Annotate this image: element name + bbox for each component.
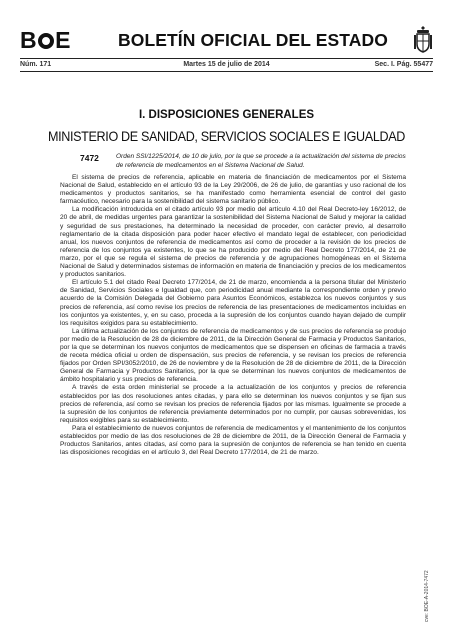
paragraph: A través de esta orden ministerial se procede a la actualización de los conjuntos y precios de referencia establecidos por las dos resoluciones antes citadas, y para ello se determinan los nuevos conjuntos y se fijan sus precios de referencia, así como se revisan los precios de referencia fijados por las mismas. Igualmente se procede a la supresión de los conjuntos de referencia previamente determinados por no cumplir, por causas sobrevenidas, los requisitos exigibles para su establecimiento. bbox=[60, 384, 406, 424]
spain-coat-of-arms-icon bbox=[413, 25, 433, 55]
paragraph: La modificación introducida en el citado artículo 93 por medio del artículo 4.10 del Real Decreto-ley 16/2012, de 20 de abril, de medidas urgentes para garantizar la sostenibilidad del Sistema Nacional de Salud y mejorar la calidad y seguridad de sus prestaciones, ha determinado la necesidad de proceder, con carácter previo, al desarrollo reglamentario de la citada disposición para poder hacer efectivo el mandato legal de establecer, con periodicidad anual, los nuevos conjuntos de referencia de medicamentos así como de proceder a la revisión de los precios de referencia de los conjuntos ya existentes, lo que se ha producido por medio del Real Decreto 177/2014, de 21 de marzo, por el que se regula el sistema de precios de referencia y de agrupaciones homogéneas en el Sistema Nacional de Salud y determinados sistemas de información en materia de financiación y precios de los medicamentos y productos sanitarios. bbox=[60, 206, 406, 279]
paragraph: Para el establecimiento de nuevos conjuntos de referencia de medicamentos y el mantenimiento de los conjuntos establecidos por medio de las dos resoluciones de 28 de diciembre de 2011, de la Dirección General de Farmacia y Productos Sanitarios, antes citadas, así como para la supresión de conjuntos de referencia se han tenido en cuenta las disposiciones recogidas en el artículo 3, del Real Decreto 177/2014, de 21 de marzo. bbox=[60, 424, 406, 457]
paragraph: El artículo 5.1 del citado Real Decreto 177/2014, de 21 de marzo, encomienda a la persona titular del Ministerio de Sanidad, Servicios Sociales e Igualdad que, con periodicidad anual mediante la correspondiente orden y previo acuerdo de la Comisión Delegada del Gobierno para Asuntos Económicos, establezca los nuevos conjuntos y sus precios de referencia, así como revise los precios de referencia de las presentaciones de medicamentos incluidas en los conjuntos ya existentes, y, en su caso, proceda a la supresión de los conjuntos cuando hayan dejado de cumplir los requisitos exigidos para su establecimiento. bbox=[60, 279, 406, 327]
issue-date: Martes 15 de julio de 2014 bbox=[183, 61, 270, 68]
header bbox=[20, 27, 433, 53]
document-body bbox=[60, 174, 406, 457]
issue-number: Núm. 171 bbox=[20, 61, 52, 68]
boe-logo: B E bbox=[20, 27, 71, 53]
issue-meta bbox=[20, 59, 433, 70]
order-number: 7472 bbox=[80, 153, 99, 163]
header-title: BOLETÍN OFICIAL DEL ESTADO bbox=[118, 30, 388, 50]
paragraph: La última actualización de los conjuntos de referencia de medicamentos y de sus precios de referencia se produjo por medio de la Resolución de 28 de diciembre de 2011, de la Dirección General de Farmacia y Productos Sanitarios, por la que se determinan los nuevos conjuntos de medicamentos que se dispensen en oficinas de farmacia a través de receta médica oficial u orden de dispensación, sus precios de referencia, y se revisan los precios de referencia fijados por Orden SPI/3052/2010, de 26 de noviembre y de la Resolución de 28 de diciembre de 2011, de la Dirección General de Farmacia y Productos Sanitarios, por la que se determinan los nuevos conjuntos de medicamentos de ámbito hospitalario y sus precios de referencia. bbox=[60, 327, 406, 384]
section-title: I. DISPOSICIONES GENERALES bbox=[138, 109, 315, 121]
header-bottom-rule bbox=[20, 71, 433, 72]
order-summary: Orden SSI/1225/2014, de 10 de julio, por la que se procede a la actualización del sistema de precios de referencia de medicamentos en el Sistema Nacional de Salud. bbox=[116, 153, 406, 169]
section-page: Sec. I. Pág. 55477 bbox=[374, 61, 433, 68]
paragraph: El sistema de precios de referencia, aplicable en materia de financiación de medicamentos por el Sistema Nacional de Salud, establecido en el artículo 93 de la Ley 29/2006, de 26 de julio, de garantías y uso racional de los medicamentos y productos sanitarios, se ha manifestado como herramienta esencial de control del gasto farmacéutico, necesario para la sostenibilidad del sistema sanitario público. bbox=[60, 174, 406, 206]
cve-code: cve: BOE-A-2014-7472 bbox=[424, 570, 430, 622]
ministry-title: MINISTERIO DE SANIDAD, SERVICIOS SOCIALES E IGUALDAD bbox=[47, 128, 406, 144]
